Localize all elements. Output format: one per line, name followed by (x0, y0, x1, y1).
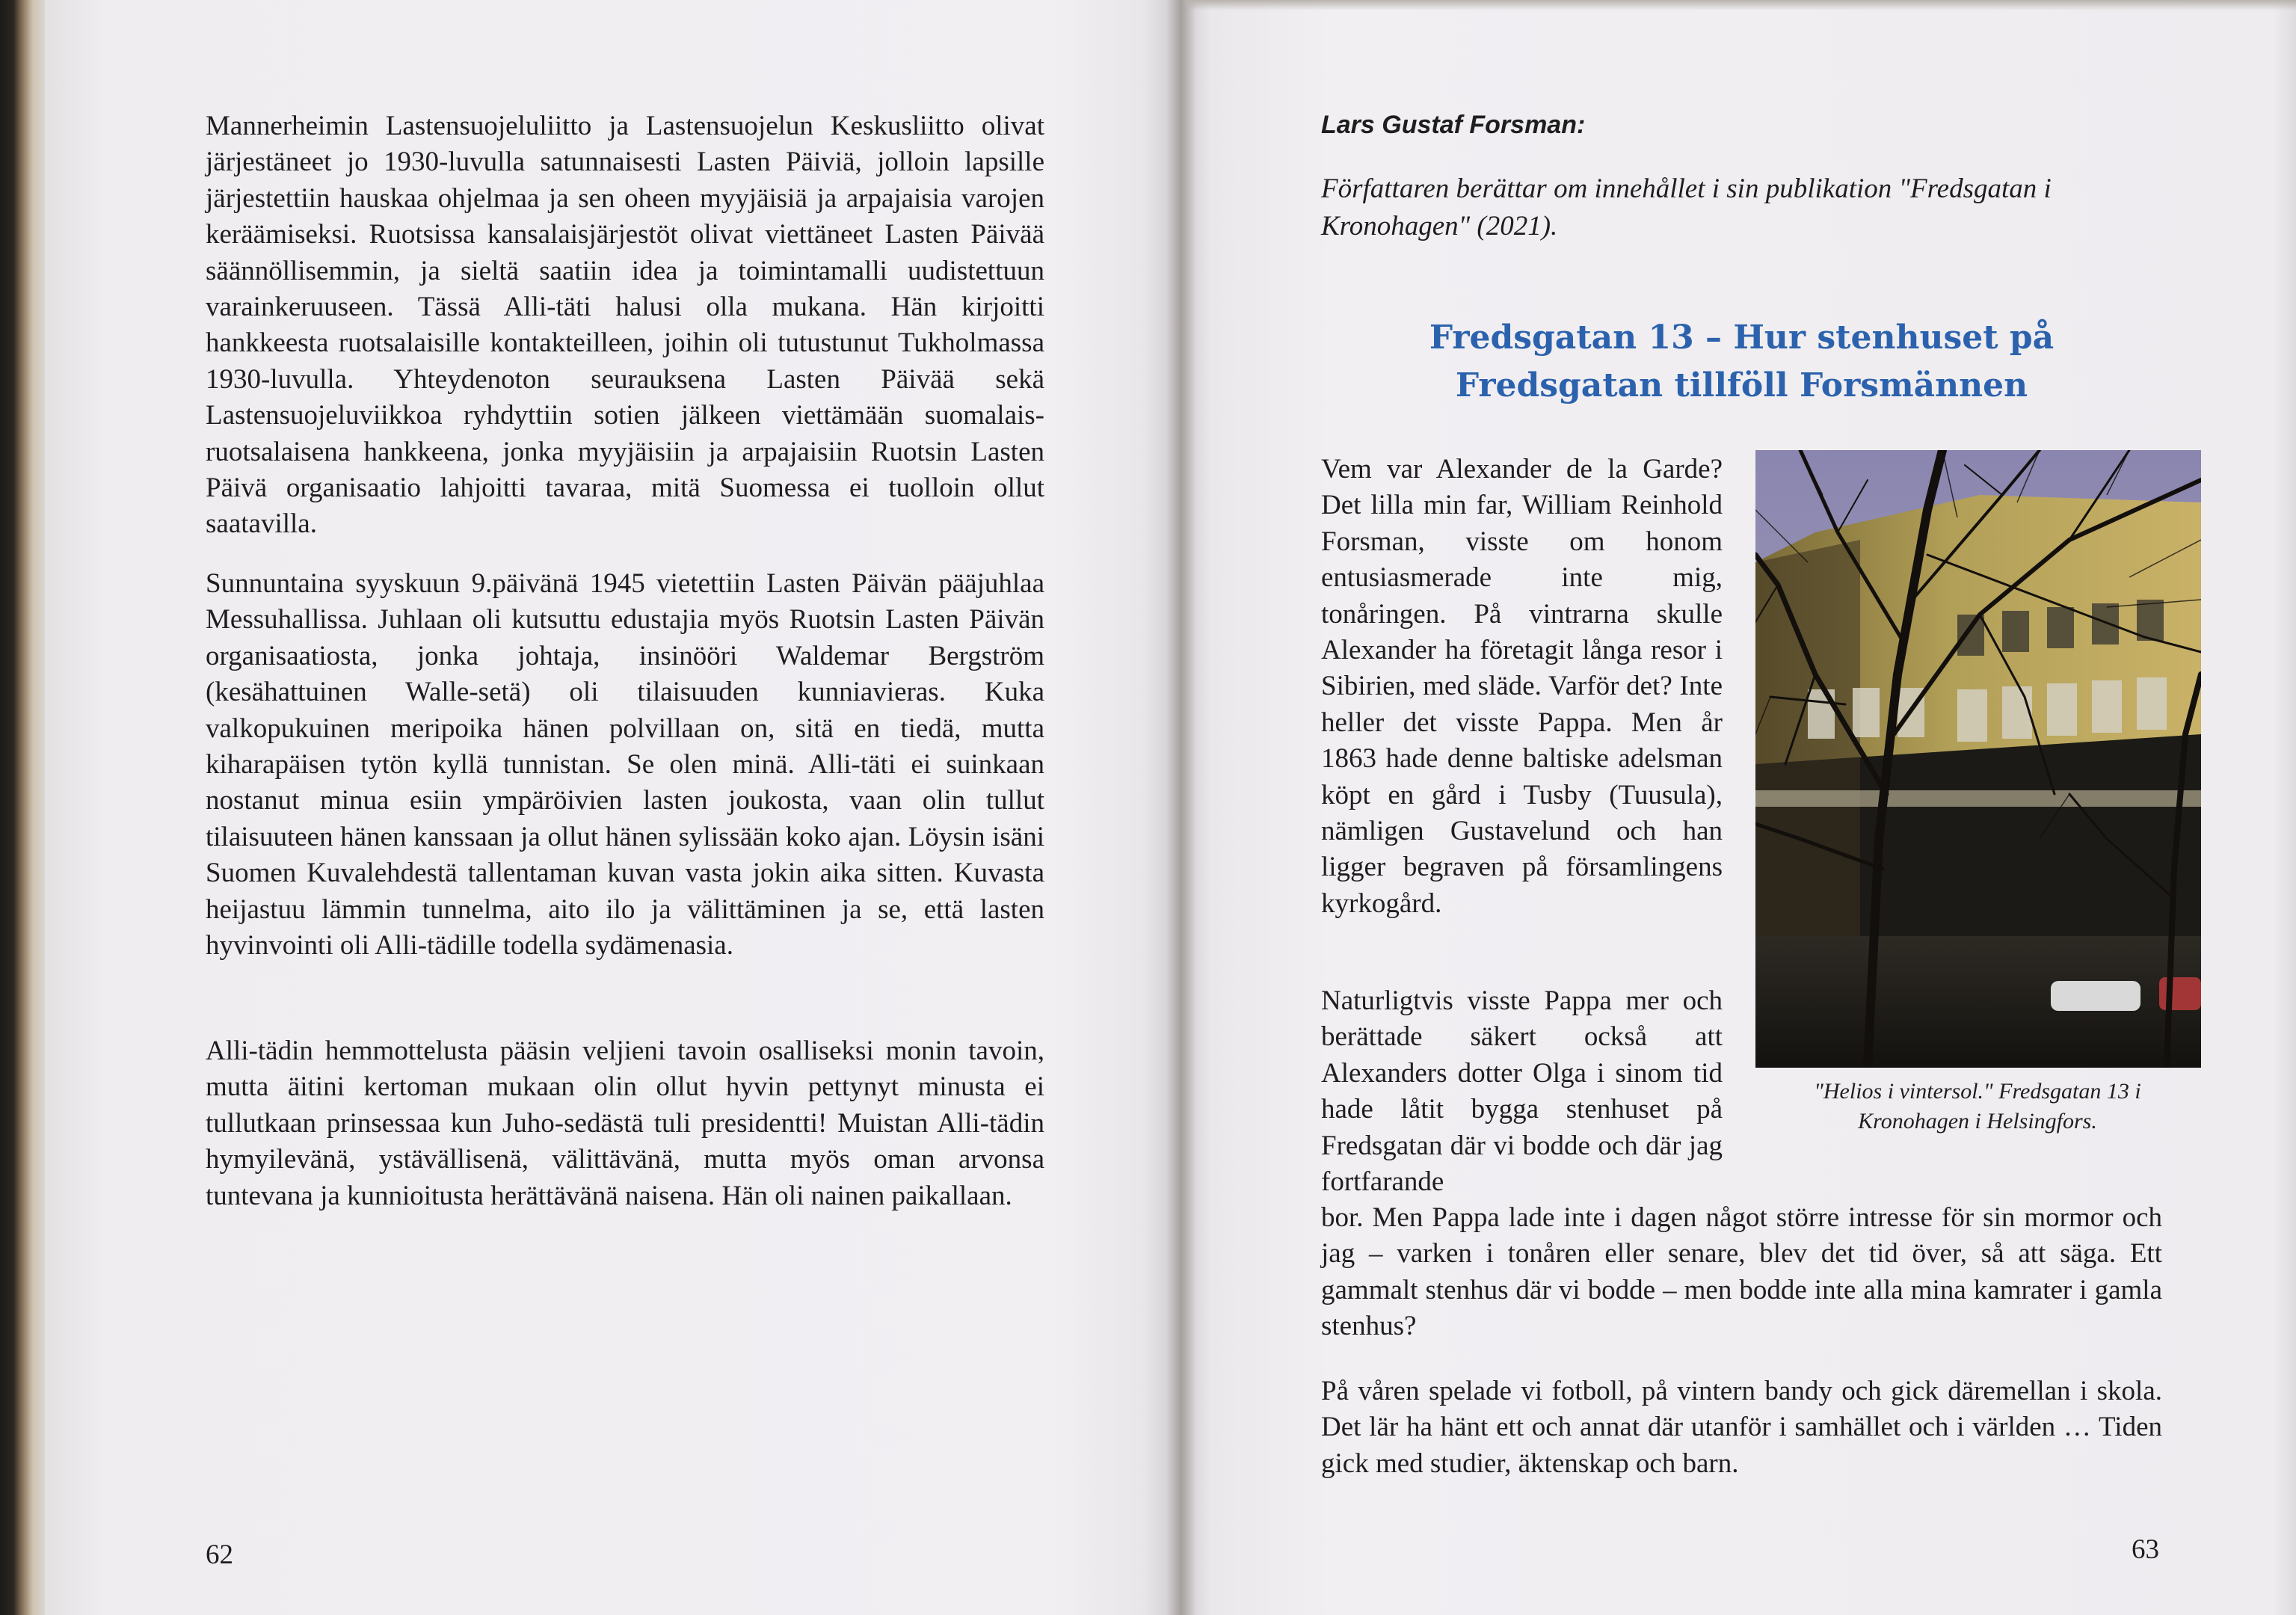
right-paragraph-2a: Naturligtvis visste Pappa mer och berättade säkert också att Alexanders dotter Olga i sinom tid hade låtit bygga stenhuset på Fredsgatan där vi bodde och där jag fortfarande (1321, 985, 1723, 1198)
building-photo (1755, 450, 2201, 1068)
left-paragraph-2: Sunnuntaina syyskuun 9.päivänä 1945 vietettiin Lasten Päivän pääjuhlaa Messuhallissa. Juhlaan oli kutsuttu edustajia myös Ruotsin Lasten Päivän organisaatiosta, jonka johtaja, insinööri Waldemar Bergström (kesähattuinen Walle-setä) oli tilaisuuden kunniavieras. Kuka valkopukuinen meripoika hänen polvillaan on, sitä en tiedä, mutta kiharapäisen tytön kyllä tunnistan. Se olen minä. Alli-täti ei suinkaan nostanut minua esiin ympäröivien lasten joukosta, vaan olin tullut tilaisuuteen hänen kanssaan ja ollut hänen sylissään koko ajan. Löysin isäni Suomen Kuvalehdestä tallentaman kuvan vasta jokin aika sitten. Kuvasta heijastuu lämmin tunnelma, aito ilo ja välittäminen ja se, että lasten hyvinvointi oli Alli-tädille todella sydämenasia. (206, 568, 1044, 962)
page-top-shadow (1185, 0, 2296, 10)
author-name: Lars Gustaf Forsman: (1321, 111, 1586, 139)
page-number-right: 63 (2132, 1534, 2159, 1565)
page-number-left: 62 (206, 1539, 233, 1570)
right-paragraph-3: På våren spelade vi fotboll, på vintern bandy och gick däremellan i skola. Det lär ha hänt ett och annat där utanför i samhället och i världen … Tiden gick med studier, äktenskap och barn. (1321, 1376, 2162, 1479)
right-paragraph-1: Vem var Alexander de la Garde? Det lilla min far, William Reinhold Forsman, visste om honom entusiasmerade inte mig, tonåringen. På vintrarna skulle Alexander ha företagit långa resor i Sibirien, med släde. Varför det? Inte heller det visste Pappa. Men år 1863 hade denne baltiske adelsman köpt en gård i Tusby (Tuusula), nämligen Gustavelund och han ligger begraven på församlingens kyrkogård. (1321, 454, 1723, 919)
article-heading: Fredsgatan 13 – Hur stenhuset på Fredsgatan tillföll Forsmännen (1429, 319, 2055, 404)
book-gutter (1166, 0, 1196, 1615)
photo-caption: "Helios i vintersol." Fredsgatan 13 i Kronohagen i Helsingfors. (1814, 1079, 2141, 1133)
left-paragraph-1: Mannerheimin Lastensuojeluliitto ja Lastensuojelun Keskusliitto olivat järjestäneet jo 1930-luvulla satunnaisesti Lasten Päiviä, jolloin lapsille järjestettiin hauskaa ohjelmaa ja sen oheen myyjäisiä ja arpajaisia varojen keräämiseksi. Ruotsissa kansalaisjärjestöt olivat viettäneet Lasten Päivää säännöllisemmin, ja sieltä saatiin idea ja toimintamalli uudistettuun varainkeruuseen. Tässä Alli-täti halusi olla mukana. Hän kirjoitti hankkeesta ruotsalaisille kontakteilleen, joihin oli tutustunut Tukholmassa 1930-luvulla. Yhteydenoton seurauksena Lasten Päivää sekä Lastensuojeluviikkoa ryhdyttiin sotien jälkeen viettämään suomalais-ruotsalaisena hankkeena, jonka myyjäisiin ja arpajaisiin Ruotsin Lasten Päivä organisaatio lahjoitti tavaraa, mitä Suomessa ei tuolloin ollut saatavilla. (206, 111, 1044, 540)
intro-text: Författaren berättar om innehållet i sin publikation "Fredsgatan i Kronohagen" (2021). (1321, 173, 2052, 242)
left-paragraph-3: Alli-tädin hemmottelusta pääsin veljieni tavoin osalliseksi monin tavoin, mutta äitini kertoman mukaan olin ollut hyvin pettynyt minusta ei tullutkaan prinsessaa kun Juho-sedästä tuli presidentti! Muistan Alli-tädin hymyilevänä, ystävällisenä, välittävänä, mutta myös oman arvonsa tuntevana ja kunnioitusta herättävänä naisena. Hän oli nainen paikallaan. (206, 1036, 1044, 1211)
right-paragraph-2b: bor. Men Pappa lade inte i dagen något större intresse för sin mormor och jag – varken i tonåren eller senare, blev det tid över, så att säga. Ett gammalt stenhus där vi bodde – men bodde inte alla mina kamrater i gamla stenhus? (1321, 1202, 2162, 1342)
